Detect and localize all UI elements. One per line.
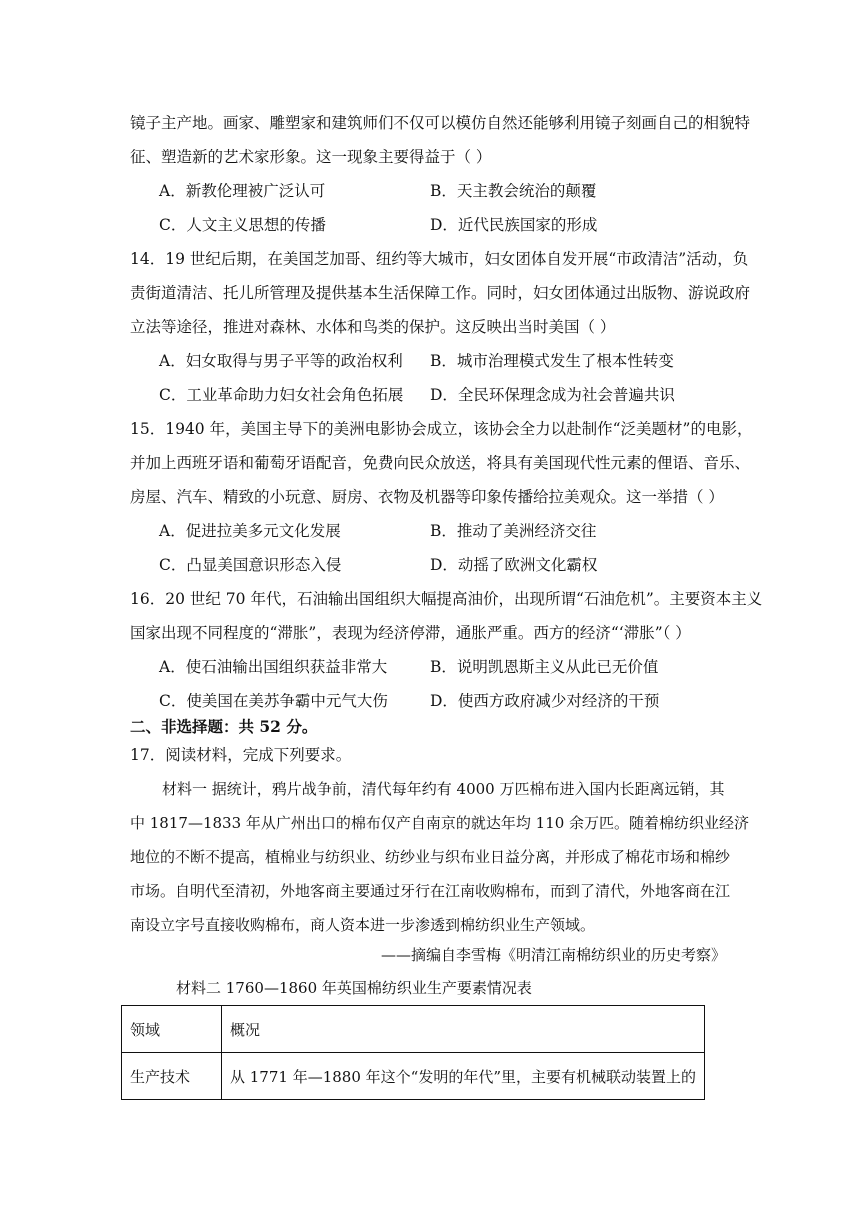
q14-line: 责街道清洁、托儿所管理及提供基本生活保障工作。同时，妇女团体通过出版物、游说政府 <box>130 284 751 302</box>
q14-line: 14．19 世纪后期，在美国芝加哥、纽约等大城市，妇女团体自发开展“市政清洁”活动，负 <box>130 250 749 268</box>
q13-option-a[interactable]: A．新教伦理被广泛认可 <box>159 182 326 200</box>
q15-option-c[interactable]: C．凸显美国意识形态入侵 <box>159 556 342 574</box>
material1-source: ——摘编自李雪梅《明清江南棉纺织业的历史考察》 <box>380 946 726 964</box>
q17-stem: 17．阅读材料，完成下列要求。 <box>130 746 352 764</box>
table-header-cell: 概况 <box>222 1006 705 1053</box>
q14-line: 立法等途径，推进对森林、水体和鸟类的保护。这反映出当时美国（ ） <box>130 318 616 336</box>
q15-option-a[interactable]: A．促进拉美多元文化发展 <box>159 522 341 540</box>
q16-line: 国家出现不同程度的“滞胀”，表现为经济停滞，通胀严重。西方的经济“‘滞胀”（ ） <box>130 624 691 642</box>
section-heading: 二、非选择题：共 52 分。 <box>130 717 318 736</box>
q14-option-b[interactable]: B．城市治理模式发生了根本性转变 <box>430 352 674 370</box>
q16-option-b[interactable]: B．说明凯恩斯主义从此已无价值 <box>430 658 659 676</box>
q13-line: 征、塑造新的艺术家形象。这一现象主要得益于（ ） <box>130 148 492 166</box>
q14-option-a[interactable]: A．妇女取得与男子平等的政治权利 <box>159 352 403 370</box>
material1-line: 地位的不断不提高，植棉业与纺织业、纺纱业与织布业日益分离，并形成了棉花市场和棉纱 <box>130 848 731 866</box>
material2-table <box>121 1005 705 1100</box>
q15-option-b[interactable]: B．推动了美洲经济交往 <box>430 522 597 540</box>
material1-line: 南设立字号直接收购棉布，商人资本进一步渗透到棉纺织业生产领域。 <box>130 916 596 934</box>
material1-line: 中 1817—1833 年从广州出口的棉布仅产自南京的就达年均 110 余万匹。随着棉纺织业经济 <box>130 814 750 832</box>
material1-line: 材料一 据统计，鸦片战争前，清代每年约有 4000 万匹棉布进入国内长距离远销，其 <box>162 780 725 798</box>
q14-option-d[interactable]: D．全民环保理念成为社会普遍共识 <box>430 386 675 404</box>
q15-line: 并加上西班牙语和葡萄牙语配音，免费向民众放送，将具有美国现代性元素的俚语、音乐、 <box>130 454 751 472</box>
q13-option-b[interactable]: B．天主教会统治的颠覆 <box>430 182 597 200</box>
q15-option-d[interactable]: D．动摇了欧洲文化霸权 <box>430 556 598 574</box>
table-row <box>122 1053 705 1100</box>
material2-title: 材料二 1760—1860 年英国棉纺织业生产要素情况表 <box>176 979 532 997</box>
q15-line: 房屋、汽车、精致的小玩意、厨房、衣物及机器等印象传播给拉美观众。这一举措（ ） <box>130 488 724 506</box>
q16-option-d[interactable]: D．使西方政府减少对经济的干预 <box>430 692 660 710</box>
q16-option-a[interactable]: A．使石油输出国组织获益非常大 <box>159 658 388 676</box>
q14-option-c[interactable]: C．工业革命助力妇女社会角色拓展 <box>159 386 404 404</box>
table-cell: 从 1771 年—1880 年这个“发明的年代”里，主要有机械联动装置上的 <box>222 1053 705 1100</box>
q13-option-d[interactable]: D．近代民族国家的形成 <box>430 216 598 234</box>
table-header-cell: 领域 <box>122 1006 222 1053</box>
q13-option-c[interactable]: C．人文主义思想的传播 <box>159 216 326 234</box>
material1-line: 市场。自明代至清初，外地客商主要通过牙行在江南收购棉布，而到了清代，外地客商在江 <box>130 882 731 900</box>
table-cell: 生产技术 <box>122 1053 222 1100</box>
q13-line: 镜子主产地。画家、雕塑家和建筑师们不仅可以模仿自然还能够利用镜子刻画自己的相貌特 <box>130 114 751 132</box>
q15-line: 15．1940 年，美国主导下的美洲电影协会成立，该协会全力以赴制作“泛美题材”的电影， <box>130 420 753 438</box>
q16-option-c[interactable]: C．使美国在美苏争霸中元气大伤 <box>159 692 388 710</box>
q16-line: 16．20 世纪 70 年代，石油输出国组织大幅提高油价，出现所谓“石油危机”。主要资本主义 <box>130 590 763 608</box>
table-header-row <box>122 1006 705 1053</box>
